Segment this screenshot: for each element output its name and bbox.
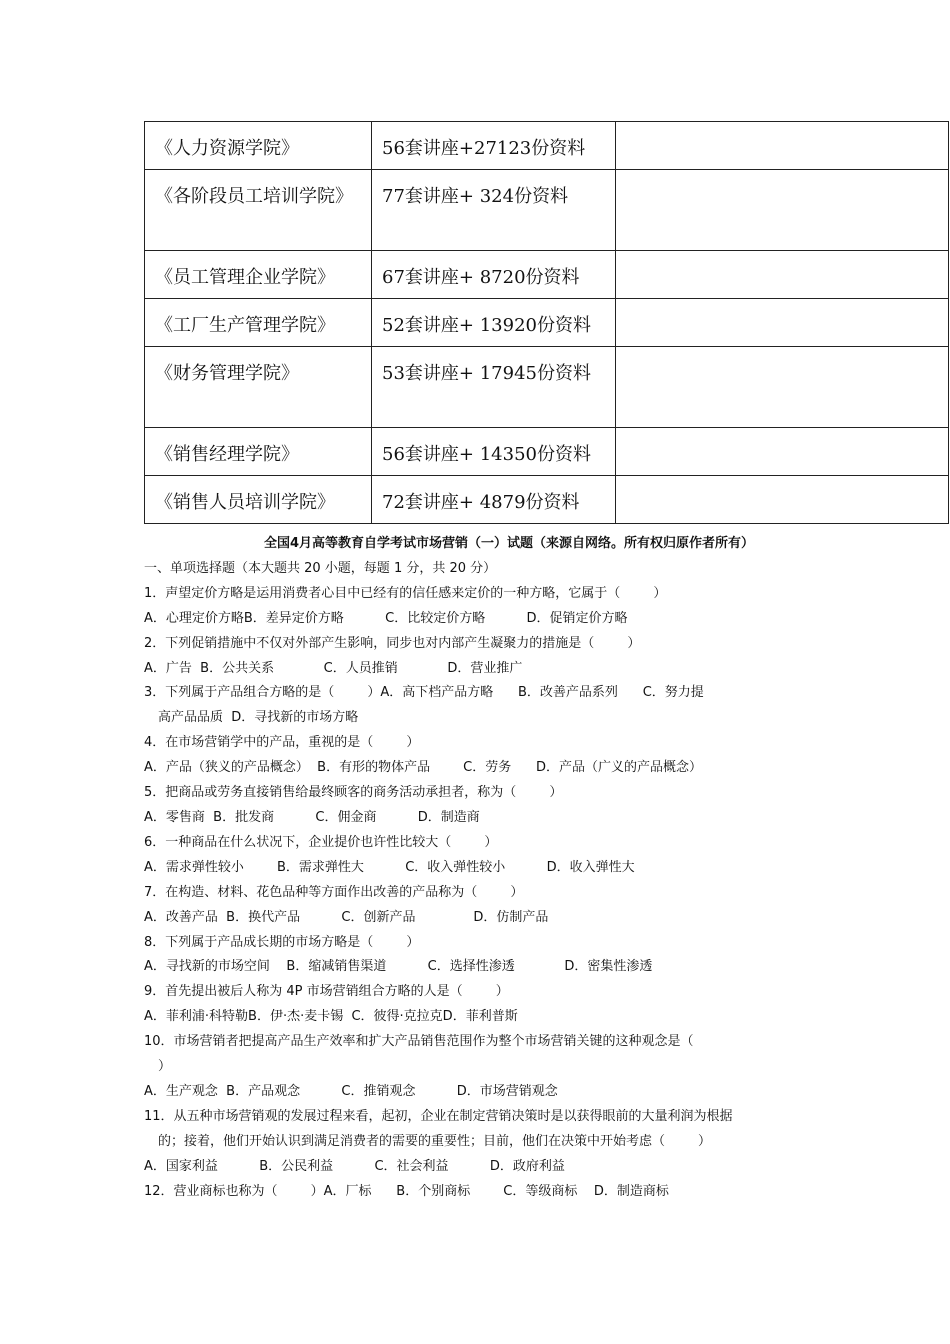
- content-count-cell: 53套讲座+ 17945份资料: [372, 347, 616, 428]
- question-line: 4．在市场营销学中的产品，重视的是（ ）: [144, 735, 420, 751]
- question-line: 10．市场营销者把提高产品生产效率和扩大产品销售范围作为整个市场营销关键的这种观念是（: [144, 1034, 694, 1050]
- question-line: 5．把商品或劳务直接销售给最终顾客的商务活动承担者，称为（ ）: [144, 785, 563, 801]
- blank-cell: [616, 299, 949, 347]
- blank-cell: [616, 428, 949, 476]
- content-count-cell: 77套讲座+ 324份资料: [372, 170, 616, 251]
- question-line: ）: [158, 1059, 172, 1075]
- blank-cell: [616, 347, 949, 428]
- question-line: 6．一种商品在什么状况下，企业提价也许性比较大（ ）: [144, 834, 498, 850]
- question-line: A．零售商 B．批发商 C．佣金商 D．制造商: [144, 809, 480, 825]
- question-line: 2．下列促销措施中不仅对外部产生影响，同步也对内部产生凝聚力的措施是（ ）: [144, 635, 641, 651]
- question-line: 11．从五种市场营销观的发展过程来看，起初，企业在制定营销决策时是以获得眼前的大量利润为根据: [144, 1108, 733, 1124]
- question-line: A．菲利浦·科特勒B．伊·杰·麦卡锡 C．彼得·克拉克D．菲利普斯: [144, 1009, 518, 1025]
- table-row: [145, 122, 949, 170]
- content-count-cell: 67套讲座+ 8720份资料: [372, 251, 616, 299]
- college-name-cell: 《财务管理学院》: [145, 347, 372, 428]
- table-row: [145, 251, 949, 299]
- college-name-cell: 《员工管理企业学院》: [145, 251, 372, 299]
- blank-cell: [616, 170, 949, 251]
- section-heading: 一、单项选择题（本大题共 20 小题，每题 1 分，共 20 分）: [144, 560, 497, 576]
- question-line: 3．下列属于产品组合方略的是（ ）A．高下档产品方略 B．改善产品系列 C．努力提: [144, 685, 704, 701]
- table-row: [145, 476, 949, 524]
- question-line: A．国家利益 B．公民利益 C．社会利益 D．政府利益: [144, 1158, 565, 1174]
- blank-cell: [616, 122, 949, 170]
- question-line: 的；接着，他们开始认识到满足消费者的需要的重要性；目前，他们在决策中开始考虑（ ）: [158, 1133, 712, 1149]
- college-name-cell: 《人力资源学院》: [145, 122, 372, 170]
- question-line: A．广告 B．公共关系 C．人员推销 D．营业推广: [144, 660, 523, 676]
- resource-table: [144, 121, 949, 524]
- question-line: 高产品品质 D．寻找新的市场方略: [158, 710, 359, 726]
- question-line: A．生产观念 B．产品观念 C．推销观念 D．市场营销观念: [144, 1083, 558, 1099]
- question-line: 9．首先提出被后人称为 4P 市场营销组合方略的人是（ ）: [144, 984, 509, 1000]
- content-count-cell: 56套讲座+27123份资料: [372, 122, 616, 170]
- question-line: 12．营业商标也称为（ ）A．厂标 B．个别商标 C．等级商标 D．制造商标: [144, 1183, 669, 1199]
- content-count-cell: 72套讲座+ 4879份资料: [372, 476, 616, 524]
- exam-title: 全国4月高等教育自学考试市场营销（一）试题（来源自网络。所有权归原作者所有）: [263, 536, 755, 551]
- question-line: 1．声望定价方略是运用消费者心目中已经有的信任感来定价的一种方略，它属于（ ）: [144, 585, 667, 601]
- college-name-cell: 《销售经理学院》: [145, 428, 372, 476]
- table-row: [145, 347, 949, 428]
- blank-cell: [616, 476, 949, 524]
- table-row: [145, 299, 949, 347]
- question-line: 7．在构造、材料、花色品种等方面作出改善的产品称为（ ）: [144, 884, 524, 900]
- content-count-cell: 52套讲座+ 13920份资料: [372, 299, 616, 347]
- college-name-cell: 《工厂生产管理学院》: [145, 299, 372, 347]
- college-name-cell: 《销售人员培训学院》: [145, 476, 372, 524]
- question-line: A．改善产品 B．换代产品 C．创新产品 D．仿制产品: [144, 909, 549, 925]
- college-name-cell: 《各阶段员工培训学院》: [145, 170, 372, 251]
- question-line: A．产品（狭义的产品概念） B．有形的物体产品 C．劳务 D．产品（广义的产品概念）: [144, 760, 703, 776]
- exam-paper: [144, 532, 814, 1204]
- question-line: A．寻找新的市场空间 B．缩减销售渠道 C．选择性渗透 D．密集性渗透: [144, 959, 653, 975]
- question-line: 8．下列属于产品成长期的市场方略是（ ）: [144, 934, 420, 950]
- question-line: A．需求弹性较小 B．需求弹性大 C．收入弹性较小 D．收入弹性大: [144, 859, 635, 875]
- table-row: [145, 170, 949, 251]
- blank-cell: [616, 251, 949, 299]
- content-count-cell: 56套讲座+ 14350份资料: [372, 428, 616, 476]
- table-row: [145, 428, 949, 476]
- question-line: A．心理定价方略B．差异定价方略 C．比较定价方略 D．促销定价方略: [144, 610, 628, 626]
- question-list: [144, 582, 814, 1205]
